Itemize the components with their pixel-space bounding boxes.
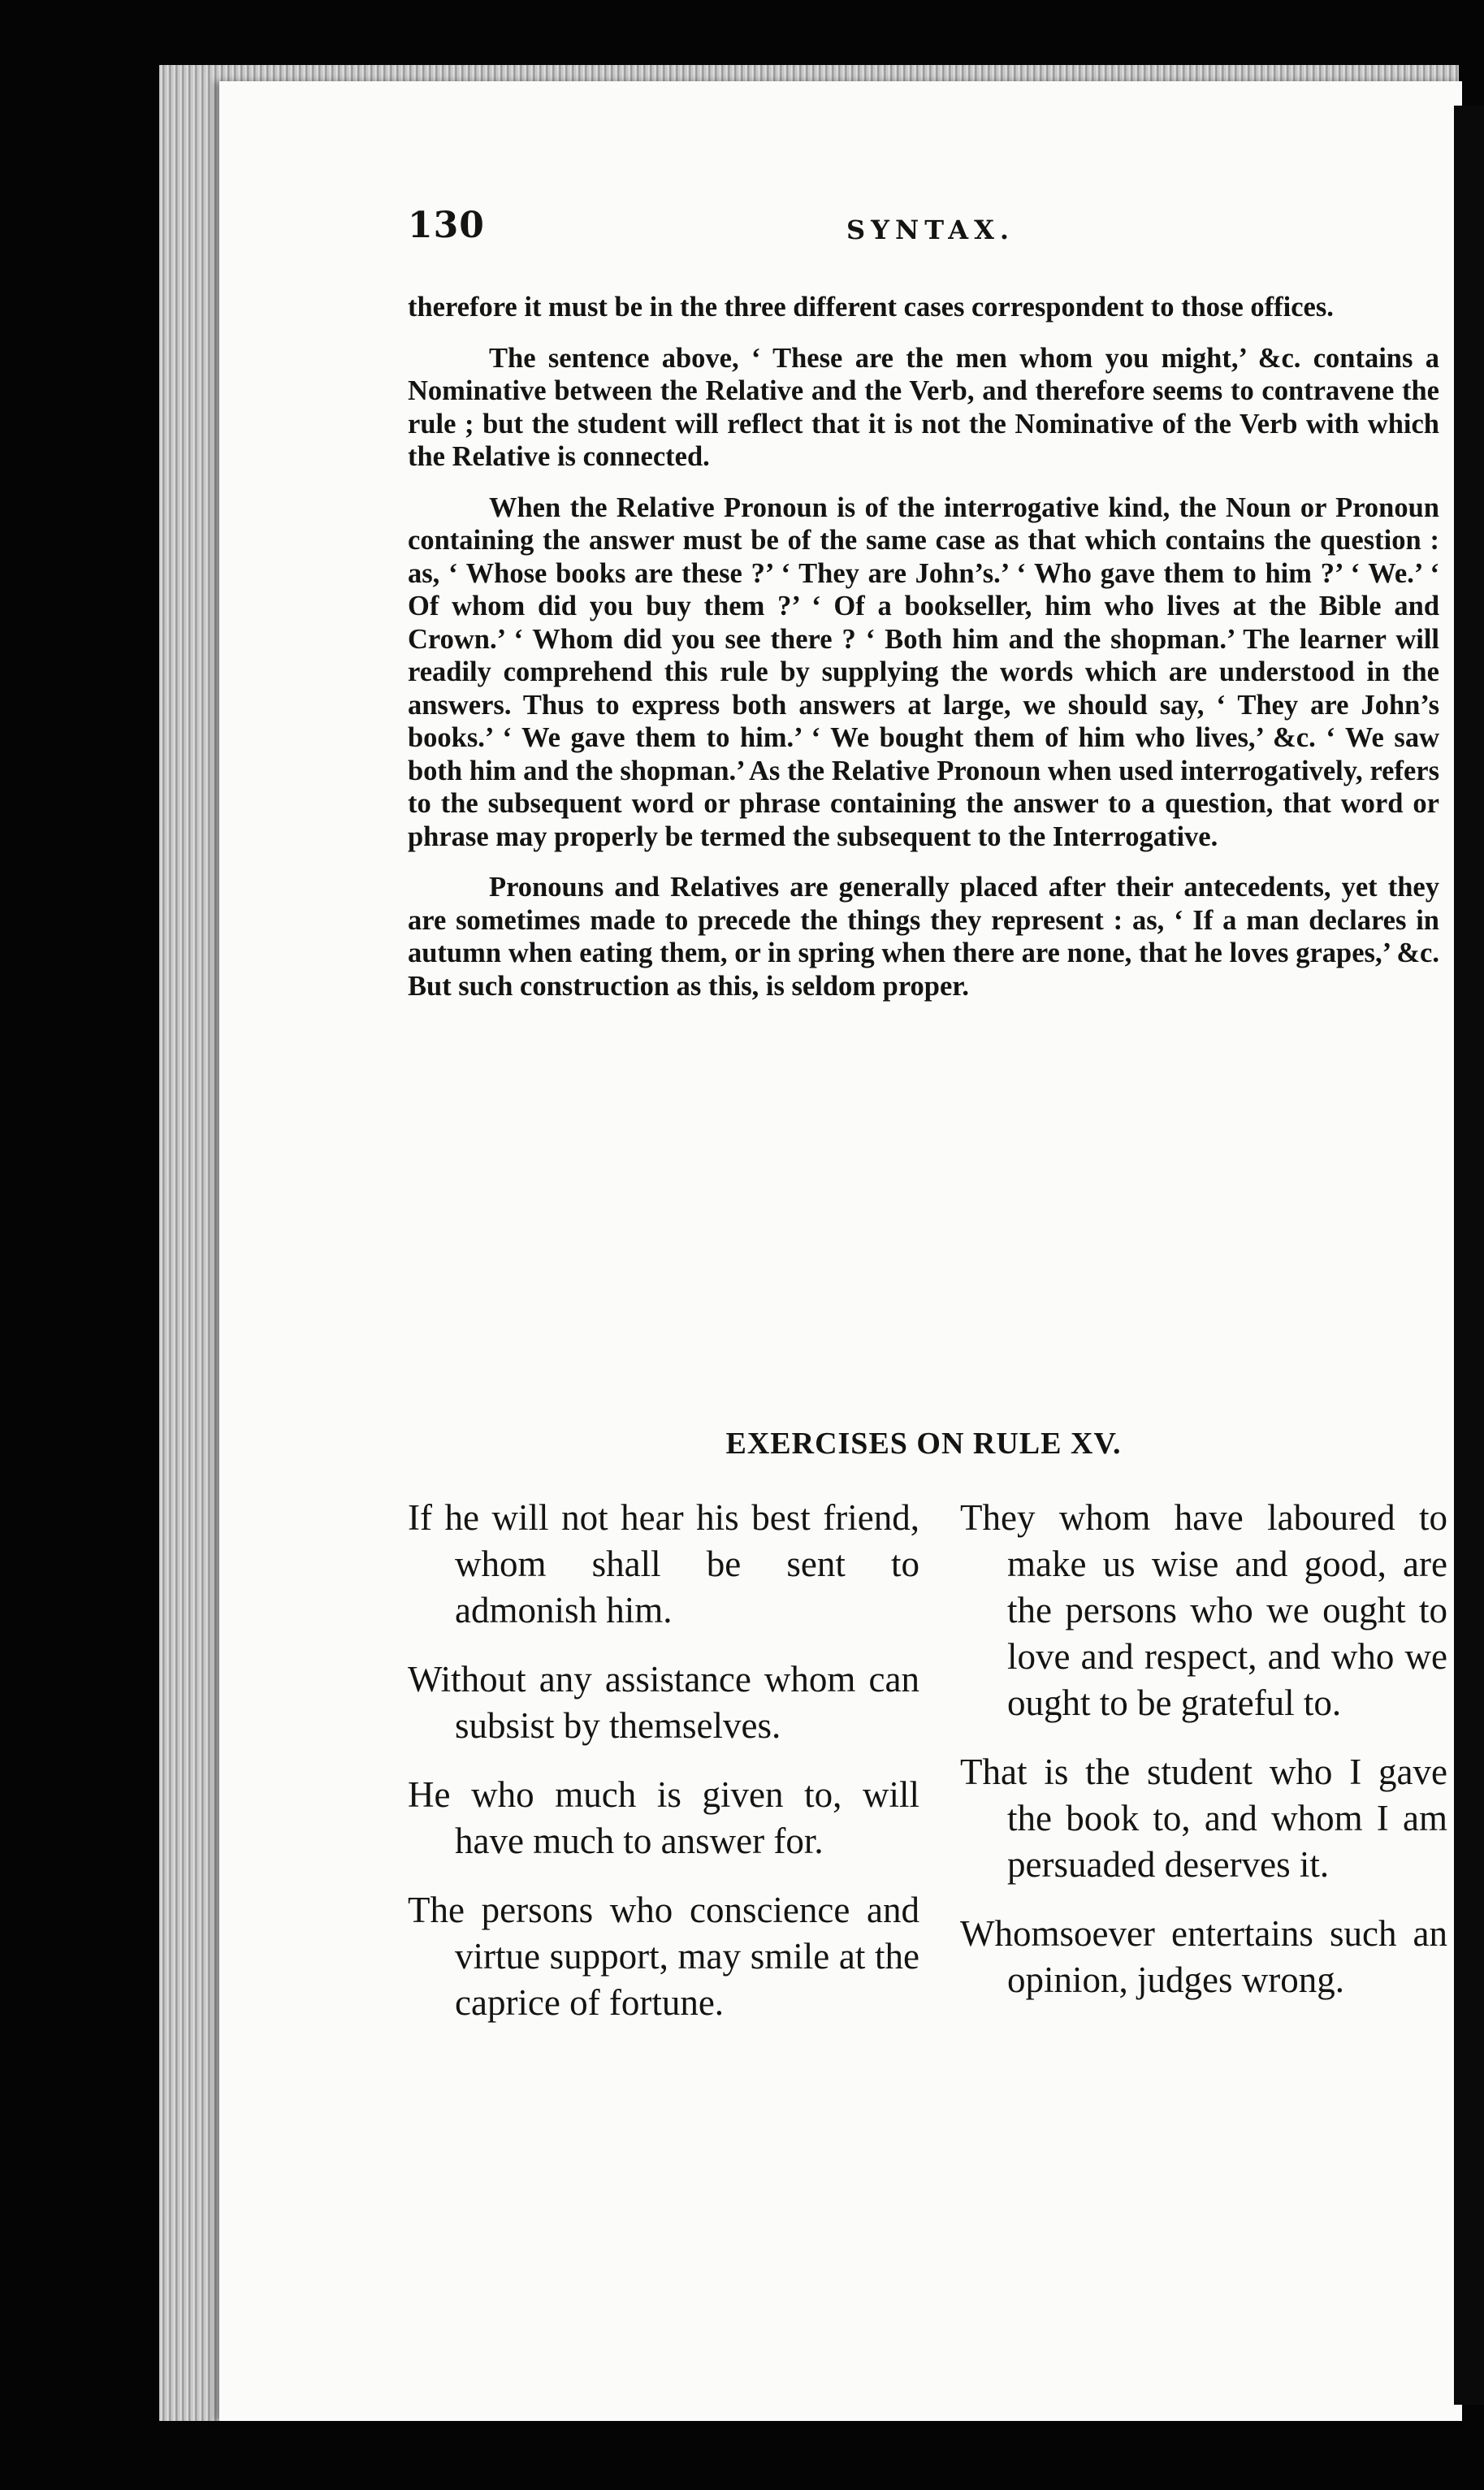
paragraph-pronoun-placement: Pronouns and Relatives are generally placed after their antecedents, yet they are sometimes made to precede the things they represent : as, ‘ If a man declares in autumn when eating them, or in spring when there are none, that he loves grapes,’ &c. But such construction as this, is seldom proper. (408, 872, 1439, 1002)
scan-border (1454, 106, 1484, 2405)
paragraph-continuation: therefore it must be in the three different cases correspondent to those offices. (408, 292, 1334, 323)
paragraph-interrogative: When the Relative Pronoun is of the interrogative kind, the Noun or Pronoun containing the answer must be of the same case as that which contains the question : as, ‘ Whose books are these ?’ ‘ They are John’s.’ ‘ Who gave them to him ?’ ‘ We.’ ‘ Of whom did you buy them ?’ ‘ Of a bookseller, him who lives at the Bible and Crown.’ ‘ Whom did you see there ? ‘ Both him and the shopman.’ The learner will readily comprehend this rule by supplying the words which are understood in the answers. Thus to express both answers at large, we should say, ‘ They are John’s books.’ ‘ We gave them to him.’ ‘ We bought them of him who lives,’ &c. ‘ We saw both him and the shopman.’ As the Relative Pronoun when used interrogatively, refers to the subsequent word or phrase containing the answer to a question, that word or phrase may properly be termed the subsequent to the Interrogative. (408, 492, 1439, 852)
exercises-heading: EXERCISES ON RULE XV. (725, 1427, 1122, 1461)
running-head: SYNTAX. (846, 214, 1015, 245)
exercise-item: The persons who conscience and virtue support, may smile at the caprice of fortune. (408, 1890, 919, 2023)
page-number: 130 (408, 205, 485, 246)
exercises-right-column (960, 1495, 1447, 2026)
exercise-item: He who much is given to, will have much to answer for. (408, 1774, 919, 1861)
paragraph-sentence-above: The sentence above, ‘ These are the men whom you might,’ &c. contains a Nominative between the Relative and the Verb, and therefore seems to contravene the rule ; but the student will reflect that it is not the Nominative of the Verb with which the Relative is connected. (408, 342, 1439, 472)
exercise-item: Whomsoever entertains such an opinion, judges wrong. (960, 1913, 1447, 2000)
exercise-item: They whom have laboured to make us wise and good, are the persons who we ought to love and respect, and who we ought to be grateful to. (960, 1497, 1447, 1723)
body-text (408, 291, 1439, 1020)
exercise-item: Without any assistance whom can subsist by themselves. (408, 1659, 919, 1746)
exercise-item: If he will not hear his best friend, whom shall be sent to admonish him. (408, 1497, 919, 1630)
exercises-left-column (408, 1495, 919, 2049)
exercise-item: That is the student who I gave the book to, and whom I am persuaded deserves it. (960, 1752, 1447, 1885)
page-header (408, 205, 1439, 262)
